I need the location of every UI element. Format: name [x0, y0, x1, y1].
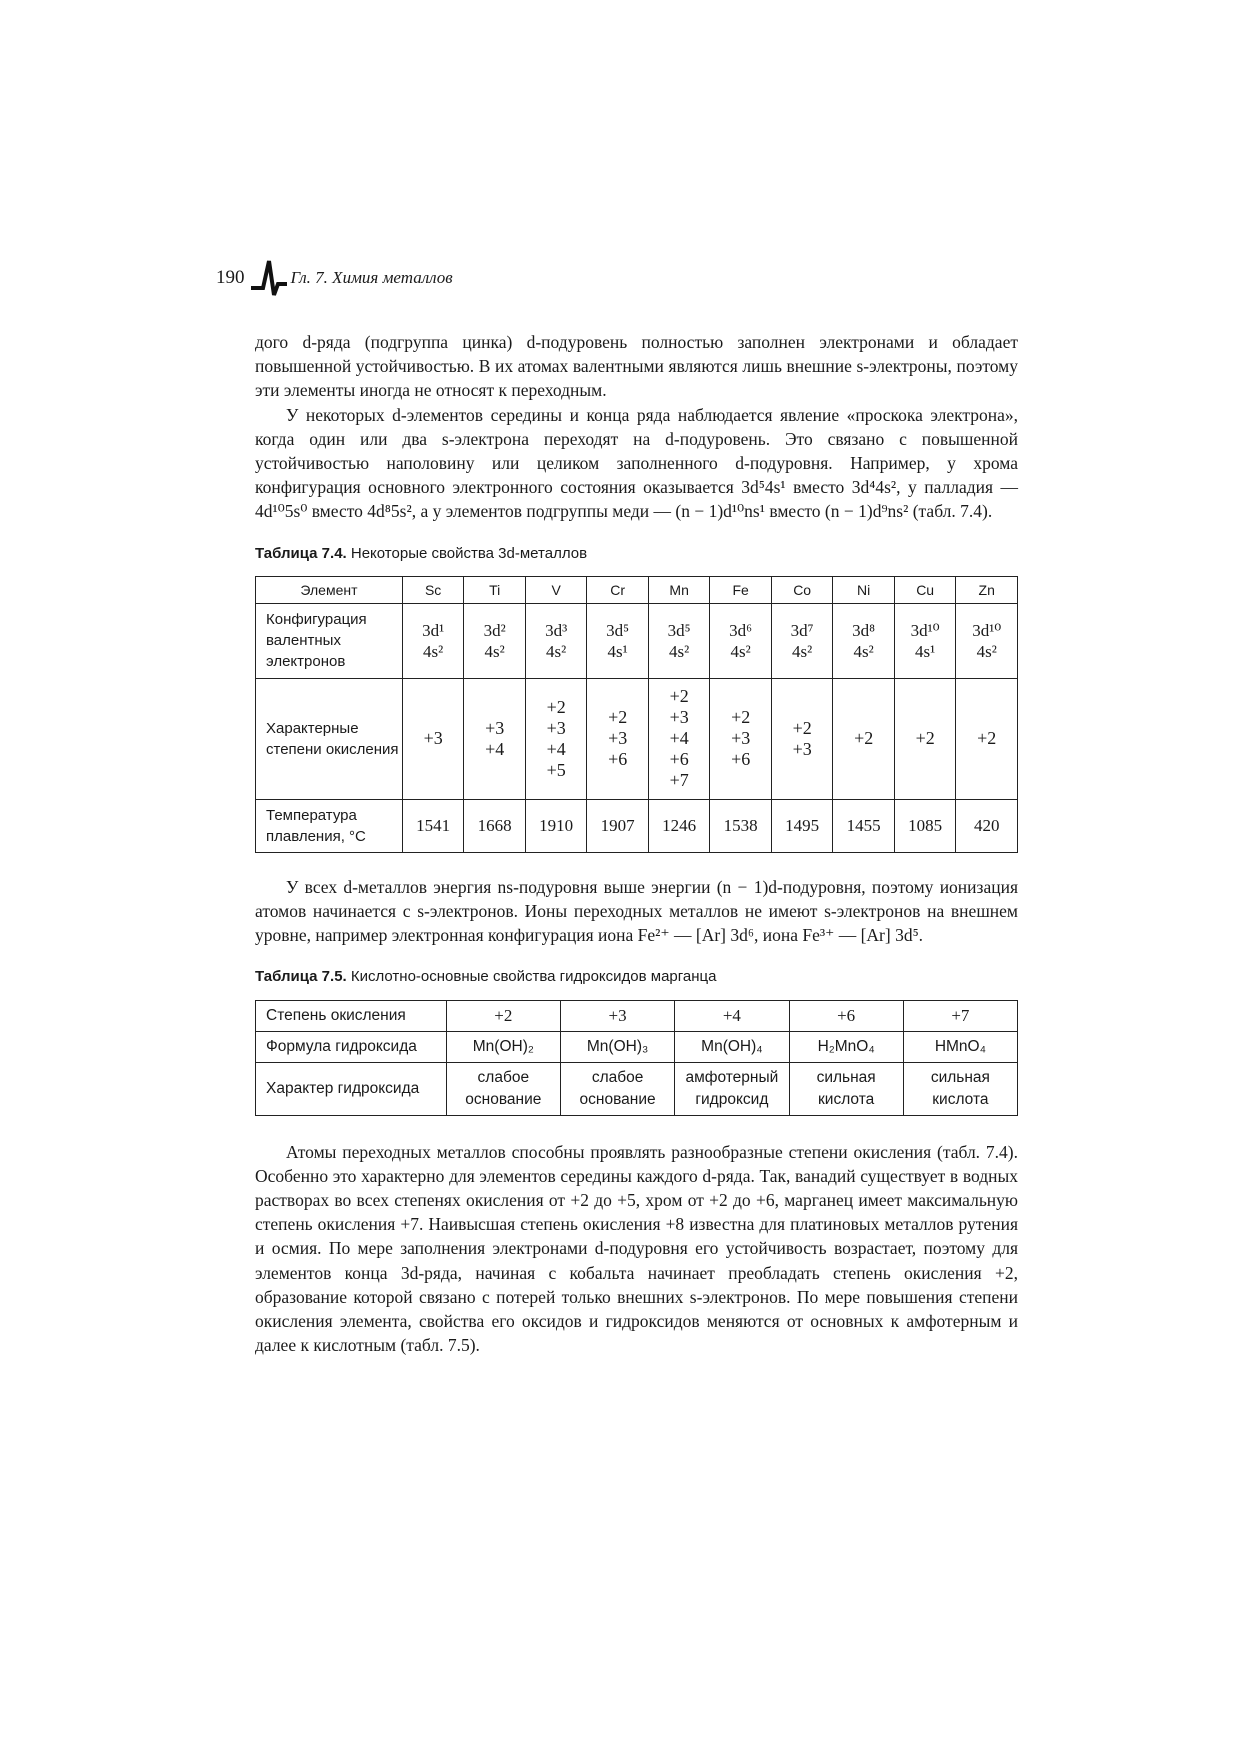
table-7-5-number: Таблица 7.5.	[255, 968, 347, 986]
pd-actual-config: 4d¹⁰5s⁰	[255, 501, 308, 522]
config-d-part: 3d⁷	[790, 620, 814, 640]
character-line-2: основание	[579, 1090, 656, 1108]
cr-actual-config: 3d⁵4s¹	[741, 477, 786, 498]
character-line-1: слабое	[477, 1068, 530, 1086]
config-d-part: 3d²	[483, 620, 506, 640]
paragraph-2-text-e: , а у элементов подгруппы меди —	[411, 501, 676, 522]
table-7-5-title: Кислотно-основные свойства гидроксидов марганца	[346, 968, 717, 986]
config-d-part: 3d¹⁰	[972, 620, 1002, 640]
config-row	[256, 603, 1018, 678]
oxidation-states-cell: +2	[956, 678, 1018, 799]
config-cell	[402, 603, 464, 678]
melting-point-cell: 1538	[710, 799, 772, 852]
table-header-row	[256, 576, 1018, 603]
config-s-part: 4s²	[546, 641, 567, 661]
hydroxide-character-cell	[560, 1062, 674, 1115]
config-cell	[648, 603, 710, 678]
paragraph-2-text-f: вместо	[764, 501, 825, 522]
config-cell	[894, 603, 956, 678]
oxidation-state-row	[256, 1000, 1018, 1031]
hydroxide-character-row	[256, 1062, 1018, 1115]
oxidation-state-cell: +4	[675, 1000, 789, 1031]
element-symbol-cell: Sc	[402, 576, 464, 603]
table-7-4	[255, 576, 1018, 853]
character-line-2: основание	[465, 1090, 542, 1108]
table-7-4-title: Некоторые свойства 3d-металлов	[346, 544, 588, 562]
oxidation-state-cell: +2	[446, 1000, 560, 1031]
paragraph-2-text-d: вместо	[307, 501, 368, 522]
melting-point-cell: 1910	[525, 799, 587, 852]
melting-point-cell: 420	[956, 799, 1018, 852]
cu-expected-config: (n − 1)d⁹ns²	[824, 501, 909, 522]
oxidation-states-cell: +2	[894, 678, 956, 799]
oxidation-states-cell: +2 +3 +6	[710, 678, 772, 799]
character-line-2: кислота	[818, 1090, 875, 1108]
character-line-1: слабое	[591, 1068, 644, 1086]
hydroxide-formula-label: Формула гидроксида	[256, 1031, 447, 1062]
character-line-1: сильная	[816, 1068, 876, 1086]
paragraph-1: дого d-ряда (подгруппа цинка) d-подуровень полностью заполнен электронами и обладает повышенной устойчивостью. В их атомах валентными являются лишь внешние s-электроны, поэтому эти элементы иногда не относят к переходным.	[255, 332, 1018, 401]
oxidation-states-cell: +3 +4	[464, 678, 526, 799]
character-line-1: амфотерный	[685, 1068, 779, 1086]
oxidation-states-cell: +2 +3 +4 +5	[525, 678, 587, 799]
paragraph-2-text-b: вместо	[785, 477, 852, 498]
config-cell	[587, 603, 649, 678]
config-cell	[833, 603, 895, 678]
running-title: Гл. 7. Химия металлов	[290, 268, 453, 287]
oxidation-state-cell: +3	[560, 1000, 674, 1031]
table-7-4-number: Таблица 7.4.	[255, 544, 347, 562]
element-symbol-cell: Ni	[833, 576, 895, 603]
config-cell	[525, 603, 587, 678]
melting-row	[256, 799, 1018, 852]
pd-expected-config: 4d⁸5s²	[367, 501, 412, 522]
hydroxide-formula-cell: Mn(OH)₂	[446, 1031, 560, 1062]
config-cell	[771, 603, 833, 678]
paragraph-2-text-c: , у палладия —	[896, 477, 1018, 498]
config-label-cell: Конфигурация валентных электронов	[256, 603, 403, 678]
config-s-part: 4s²	[423, 641, 444, 661]
oxidation-row	[256, 678, 1018, 799]
element-symbol-cell: Cr	[587, 576, 649, 603]
cu-actual-config: (n − 1)d¹⁰ns¹	[675, 501, 765, 522]
element-symbol-cell: Ti	[464, 576, 526, 603]
paragraph-2	[255, 403, 1018, 524]
element-symbol-cell: Zn	[956, 576, 1018, 603]
page-content	[255, 330, 1018, 1357]
config-cell	[710, 603, 772, 678]
element-symbol-cell: V	[525, 576, 587, 603]
oxidation-state-label: Степень окисления	[256, 1000, 447, 1031]
melting-point-cell: 1246	[648, 799, 710, 852]
hydroxide-character-cell	[675, 1062, 789, 1115]
element-symbol-cell: Co	[771, 576, 833, 603]
paragraph-2-text-g: (табл. 7.4).	[908, 501, 993, 522]
oxidation-states-cell: +2 +3	[771, 678, 833, 799]
character-line-2: гидроксид	[695, 1090, 769, 1108]
hydroxide-formula-cell: Mn(OH)₄	[675, 1031, 789, 1062]
paragraph-4: Атомы переходных металлов способны проявлять разнообразные степени окисления (табл. 7.4). Особенно это характерно для элементов середины каждого d-ряда. Так, ванадий существует в водных растворах во всех степенях окисления от +2 до +5, хром от +2 до +6, марганец имеет максимальную степень окисления +7. Наивысшая степень окисления +8 известна для платиновых металлов рутения и осмия. По мере заполнения электронами d-подуровня его устойчивость возрастает, поэтому для элементов конца 3d-ряда, начиная с кобальта начинает преобладать степень окисления +2, образование которой связано с потерей только внешних s-электронов. По мере повышения степени окисления элемента, свойства его оксидов и гидроксидов меняются от основных к амфотерным и далее к кислотным (табл. 7.5).	[255, 1141, 1018, 1356]
oxidation-states-cell: +2 +3 +6	[587, 678, 649, 799]
config-s-part: 4s²	[484, 641, 505, 661]
table-7-4-caption	[255, 542, 1018, 566]
melting-point-cell: 1455	[833, 799, 895, 852]
character-line-2: кислота	[932, 1090, 989, 1108]
melting-point-cell: 1541	[402, 799, 464, 852]
oxidation-states-cell: +2 +3 +4 +6 +7	[648, 678, 710, 799]
melting-label-cell: Температура плавления, °C	[256, 799, 403, 852]
hydroxide-formula-cell: H₂MnO₄	[789, 1031, 903, 1062]
oxidation-state-cell: +6	[789, 1000, 903, 1031]
page-number: 190	[216, 267, 245, 288]
config-s-part: 4s¹	[915, 641, 936, 661]
melting-point-cell: 1907	[587, 799, 649, 852]
config-d-part: 3d¹	[422, 620, 445, 640]
config-s-part: 4s¹	[607, 641, 628, 661]
config-s-part: 4s²	[730, 641, 751, 661]
character-line-1: сильная	[930, 1068, 990, 1086]
config-s-part: 4s²	[853, 641, 874, 661]
melting-point-cell: 1085	[894, 799, 956, 852]
element-symbol-cell: Fe	[710, 576, 772, 603]
config-d-part: 3d⁵	[667, 620, 691, 640]
page-header	[216, 258, 453, 298]
config-s-part: 4s²	[792, 641, 813, 661]
melting-point-cell: 1495	[771, 799, 833, 852]
hydroxide-formula-cell: Mn(OH)₃	[560, 1031, 674, 1062]
oxidation-states-cell: +2	[833, 678, 895, 799]
pulse-logo-icon	[249, 258, 289, 298]
hydroxide-character-cell	[446, 1062, 560, 1115]
melting-point-cell: 1668	[464, 799, 526, 852]
paragraph-2-text-a: У некоторых d-элементов середины и конца ряда наблюдается явление «проскока электрона», когда один или два s-электрона переходят на d-подуровень. Это связано с повышенной устойчивостью наполовину или целиком заполненного d-подуровня. Например, у хрома конфигурация основного электронного состояния оказывается	[255, 404, 1018, 498]
header-label-cell: Элемент	[256, 576, 403, 603]
config-d-part: 3d⁸	[852, 620, 876, 640]
config-d-part: 3d¹⁰	[910, 620, 940, 640]
table-7-5-caption	[255, 965, 1018, 989]
table-7-5	[255, 1000, 1018, 1116]
paragraph-3: У всех d-металлов энергия ns-подуровня выше энергии (n − 1)d-подуровня, поэтому ионизация атомов начинается с s-электронов. Ионы переходных металлов не имеют s-электронов на внешнем уровне, например электронная конфигурация иона Fe²⁺ — [Ar] 3d⁶, иона Fe³⁺ — [Ar] 3d⁵.	[255, 876, 1018, 946]
oxidation-state-cell: +7	[903, 1000, 1017, 1031]
hydroxide-character-cell	[789, 1062, 903, 1115]
hydroxide-character-cell	[903, 1062, 1017, 1115]
hydroxide-formula-cell: HMnO₄	[903, 1031, 1017, 1062]
config-d-part: 3d³	[545, 620, 568, 640]
element-symbol-cell: Mn	[648, 576, 710, 603]
config-d-part: 3d⁵	[606, 620, 630, 640]
config-s-part: 4s²	[976, 641, 997, 661]
config-d-part: 3d⁶	[729, 620, 753, 640]
cr-expected-config: 3d⁴4s²	[851, 477, 897, 498]
oxidation-label-cell: Характерные степени окисления	[256, 678, 403, 799]
element-symbol-cell: Cu	[894, 576, 956, 603]
hydroxide-formula-row	[256, 1031, 1018, 1062]
config-cell	[956, 603, 1018, 678]
oxidation-states-cell: +3	[402, 678, 464, 799]
hydroxide-character-label: Характер гидроксида	[256, 1062, 447, 1115]
config-s-part: 4s²	[669, 641, 690, 661]
config-cell	[464, 603, 526, 678]
